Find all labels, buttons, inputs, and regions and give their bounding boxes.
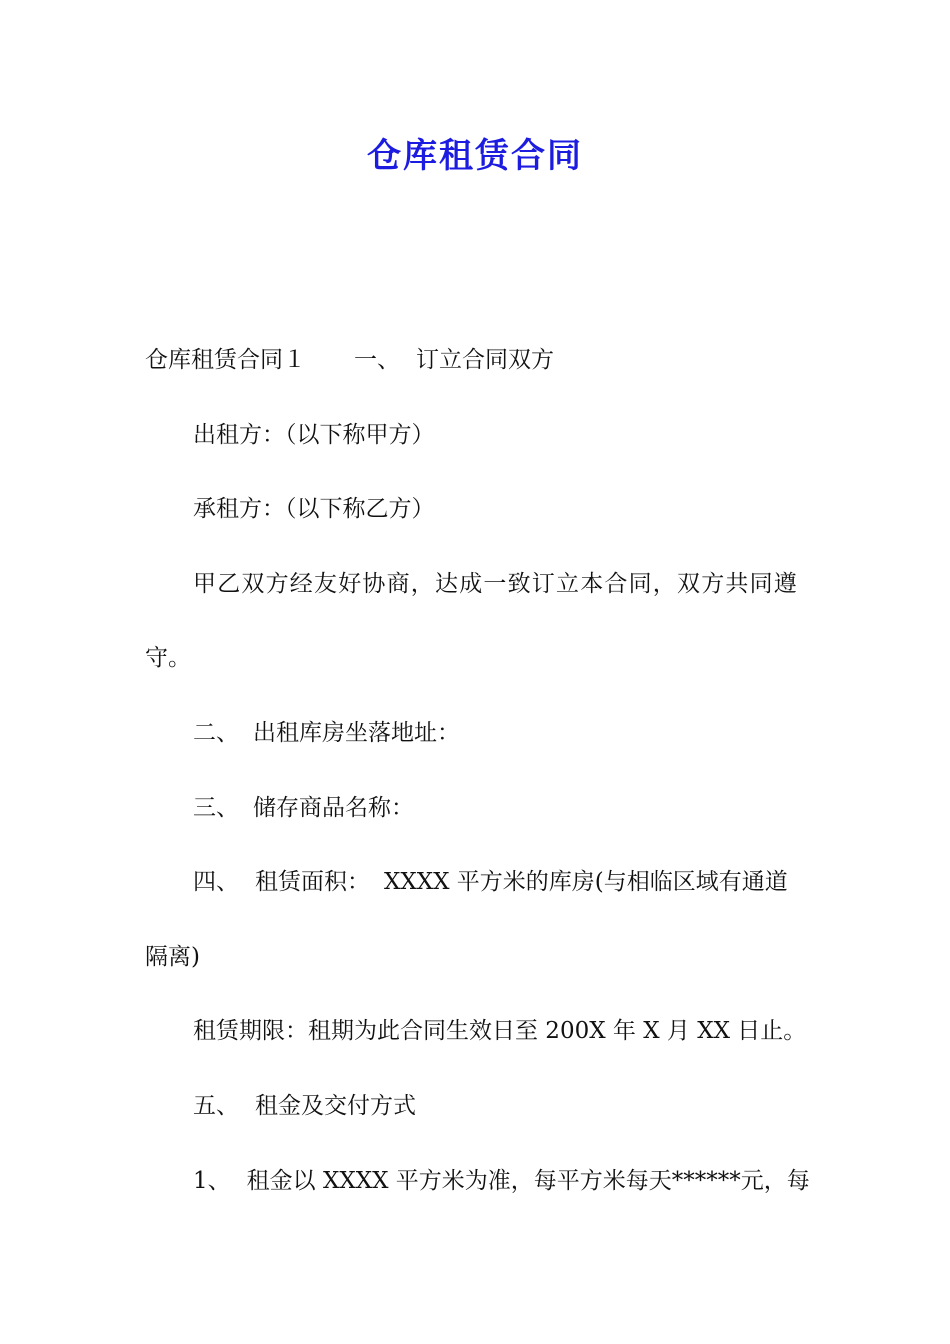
item-number-1: 1、	[193, 1168, 231, 1194]
section-number-5: 五、	[193, 1093, 239, 1119]
paragraph-rent-item-1	[193, 1166, 810, 1196]
paragraph-lessee: 承租方：（以下称乙方）	[193, 496, 435, 522]
rent-description: 租金以 XXXX 平方米为准，每平方米每天******元，每	[246, 1168, 810, 1194]
area-description: XXXX 平方米的库房(与相临区域有通道	[384, 869, 788, 895]
section-title-3: 储存商品名称：	[253, 795, 414, 821]
section-title-4: 租赁面积：	[255, 869, 370, 895]
section-number-1: 一、	[354, 347, 400, 373]
section-title-1: 订立合同双方	[416, 347, 554, 373]
paragraph-section-5	[193, 1091, 416, 1121]
paragraph-agreement: 甲乙双方经友好协商，达成一致订立本合同，双方共同遵	[193, 571, 798, 597]
section-title-5: 租金及交付方式	[255, 1093, 416, 1119]
paragraph-contract-heading	[145, 345, 554, 375]
paragraph-section-4-cont: 隔离)	[145, 944, 200, 970]
section-number-3: 三、	[193, 795, 239, 821]
paragraph-lease-term: 租赁期限：租期为此合同生效日至 200X 年 X 月 XX 日止。	[193, 1018, 807, 1044]
paragraph-lessor: 出租方：（以下称甲方）	[193, 422, 435, 448]
paragraph-section-3	[193, 793, 414, 823]
paragraph-agreement-cont: 守。	[145, 645, 191, 671]
section-number-2: 二、	[193, 720, 239, 746]
contract-number-label: 仓库租赁合同１	[145, 347, 306, 373]
paragraph-section-4	[193, 867, 788, 897]
paragraph-section-2	[193, 718, 460, 748]
section-number-4: 四、	[193, 869, 239, 895]
section-title-2: 出租库房坐落地址：	[253, 720, 460, 746]
document-title: 仓库租赁合同	[367, 136, 583, 176]
